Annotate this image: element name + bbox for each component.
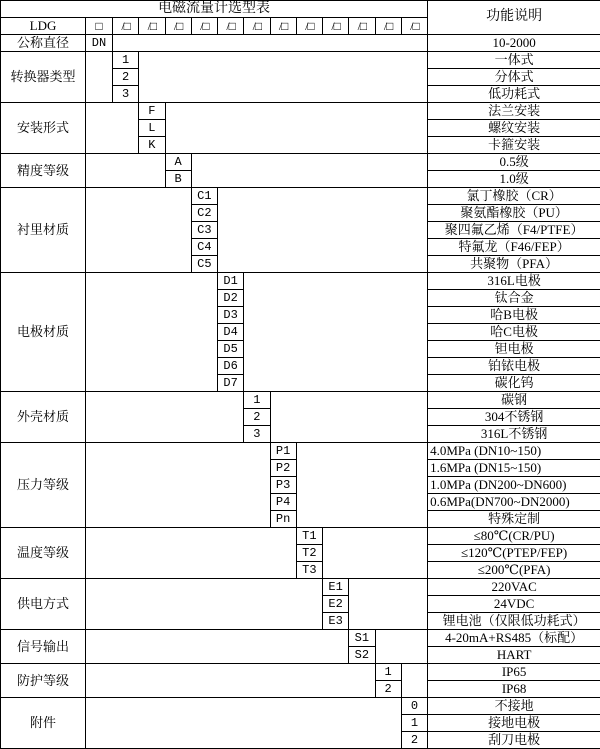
- spacer-cell: [86, 698, 402, 749]
- model-code-slot: /□: [191, 18, 217, 35]
- option-row: [1, 188, 600, 205]
- function-desc: 钛合金: [428, 290, 600, 307]
- function-desc: 316L不锈钢: [428, 426, 600, 443]
- spacer-cell: [218, 188, 428, 273]
- function-desc: 1.6MPa (DN15~150): [428, 460, 600, 477]
- code-cell: D6: [218, 358, 244, 375]
- function-desc: 低功耗式: [428, 86, 600, 103]
- function-desc: 碳化钨: [428, 375, 600, 392]
- code-cell: E3: [323, 613, 349, 630]
- code-cell: S1: [349, 630, 375, 647]
- spacer-cell: [191, 154, 427, 188]
- option-row: [1, 528, 600, 545]
- function-desc: 螺纹安装: [428, 120, 600, 137]
- model-code-slot: /□: [296, 18, 322, 35]
- option-row: [1, 103, 600, 120]
- spacer-cell: [86, 154, 166, 188]
- code-cell: C5: [191, 256, 217, 273]
- spacer-cell: [113, 35, 428, 52]
- code-cell: E1: [323, 579, 349, 596]
- function-desc: ≤120℃(PTEP/FEP): [428, 545, 600, 562]
- code-cell: L: [139, 120, 165, 137]
- function-desc: 304不锈钢: [428, 409, 600, 426]
- model-prefix-label: LDG: [1, 18, 86, 35]
- code-cell: P2: [270, 460, 296, 477]
- code-cell: C1: [191, 188, 217, 205]
- code-cell: D3: [218, 307, 244, 324]
- spacer-cell: [270, 392, 428, 443]
- spacer-cell: [86, 443, 271, 528]
- code-cell: B: [165, 171, 191, 188]
- function-desc: 氯丁橡胶（CR）: [428, 188, 600, 205]
- function-desc: ≤200℃(PFA): [428, 562, 600, 579]
- code-cell: F: [139, 103, 165, 120]
- code-cell: C3: [191, 222, 217, 239]
- spacer-cell: [323, 528, 428, 579]
- code-cell: S2: [349, 647, 375, 664]
- function-desc: 铂铱电极: [428, 358, 600, 375]
- model-code-slot: /□: [401, 18, 427, 35]
- option-row: [1, 579, 600, 596]
- spacer-cell: [86, 273, 218, 392]
- function-desc: 共聚物（PFA）: [428, 256, 600, 273]
- function-desc: IP68: [428, 681, 600, 698]
- selection-table-body: [1, 1, 600, 749]
- spacer-cell: [349, 579, 428, 630]
- function-desc: 聚氨酯橡胶（PU）: [428, 205, 600, 222]
- code-cell: 3: [244, 426, 270, 443]
- category-label: 精度等级: [1, 154, 86, 188]
- spacer-cell: [86, 630, 349, 664]
- function-desc: 4.0MPa (DN10~150): [428, 443, 600, 460]
- spacer-cell: [375, 630, 428, 664]
- spacer-cell: [244, 273, 428, 392]
- category-label: 外壳材质: [1, 392, 86, 443]
- category-label: 转换器类型: [1, 52, 86, 103]
- code-cell: P4: [270, 494, 296, 511]
- function-desc: 碳钢: [428, 392, 600, 409]
- code-cell: 1: [113, 52, 139, 69]
- category-label: 公称直径: [1, 35, 86, 52]
- code-cell: D5: [218, 341, 244, 358]
- option-row: [1, 664, 600, 681]
- code-cell: P1: [270, 443, 296, 460]
- spacer-cell: [86, 392, 244, 443]
- spacer-cell: [86, 52, 113, 103]
- model-code-slot: /□: [349, 18, 375, 35]
- function-desc: 1.0级: [428, 171, 600, 188]
- option-row: [1, 630, 600, 647]
- code-cell: 2: [113, 69, 139, 86]
- function-desc: 锂电池（仅限低功耗式）: [428, 613, 600, 630]
- option-row: [1, 698, 600, 715]
- function-desc: 4-20mA+RS485（标配）: [428, 630, 600, 647]
- code-cell: DN: [86, 35, 113, 52]
- function-desc: ≤80℃(CR/PU): [428, 528, 600, 545]
- code-cell: K: [139, 137, 165, 154]
- code-cell: 1: [375, 664, 401, 681]
- function-desc: 316L电极: [428, 273, 600, 290]
- function-desc: 哈C电极: [428, 324, 600, 341]
- model-code-slot: /□: [244, 18, 270, 35]
- function-desc: 聚四氟乙烯（F4/PTFE）: [428, 222, 600, 239]
- function-desc: 特殊定制: [428, 511, 600, 528]
- code-cell: D1: [218, 273, 244, 290]
- category-label: 温度等级: [1, 528, 86, 579]
- code-cell: 2: [244, 409, 270, 426]
- table-title: 电磁流量计选型表: [1, 1, 428, 18]
- model-code-box: □: [86, 18, 113, 35]
- function-desc: 1.0MPa (DN200~DN600): [428, 477, 600, 494]
- model-code-slot: /□: [165, 18, 191, 35]
- function-desc: 10-2000: [428, 35, 600, 52]
- function-desc: 刮刀电极: [428, 732, 600, 749]
- code-cell: E2: [323, 596, 349, 613]
- option-row: [1, 154, 600, 171]
- spacer-cell: [86, 528, 297, 579]
- model-code-slot: /□: [139, 18, 165, 35]
- category-label: 信号输出: [1, 630, 86, 664]
- function-desc: 0.6MPa(DN700~DN2000): [428, 494, 600, 511]
- spacer-cell: [86, 664, 376, 698]
- code-cell: C4: [191, 239, 217, 256]
- code-cell: D2: [218, 290, 244, 307]
- function-desc: 分体式: [428, 69, 600, 86]
- function-desc: 卡箍安装: [428, 137, 600, 154]
- code-cell: T2: [296, 545, 322, 562]
- code-cell: Pn: [270, 511, 296, 528]
- spacer-cell: [86, 579, 323, 630]
- function-desc: 一体式: [428, 52, 600, 69]
- model-code-slot: /□: [218, 18, 244, 35]
- option-row: [1, 443, 600, 460]
- option-row: [1, 273, 600, 290]
- code-cell: 1: [401, 715, 427, 732]
- function-desc: 法兰安装: [428, 103, 600, 120]
- spacer-cell: [86, 188, 192, 273]
- function-desc: 0.5级: [428, 154, 600, 171]
- function-desc: IP65: [428, 664, 600, 681]
- code-cell: C2: [191, 205, 217, 222]
- spacer-cell: [401, 664, 427, 698]
- model-code-slot: /□: [270, 18, 296, 35]
- function-column-header: 功能说明: [428, 1, 600, 35]
- function-desc: 钽电极: [428, 341, 600, 358]
- function-desc: 24VDC: [428, 596, 600, 613]
- function-desc: 不接地: [428, 698, 600, 715]
- function-desc: 220VAC: [428, 579, 600, 596]
- category-label: 衬里材质: [1, 188, 86, 273]
- option-row: [1, 392, 600, 409]
- option-row: [1, 52, 600, 69]
- category-label: 电极材质: [1, 273, 86, 392]
- code-cell: T3: [296, 562, 322, 579]
- code-cell: 2: [375, 681, 401, 698]
- function-desc: 接地电极: [428, 715, 600, 732]
- option-row: [1, 35, 600, 52]
- code-cell: P3: [270, 477, 296, 494]
- category-label: 附件: [1, 698, 86, 749]
- title-row: [1, 1, 600, 18]
- function-desc: 特氟龙（F46/FEP）: [428, 239, 600, 256]
- category-label: 安装形式: [1, 103, 86, 154]
- code-cell: T1: [296, 528, 322, 545]
- category-label: 压力等级: [1, 443, 86, 528]
- function-desc: 哈B电极: [428, 307, 600, 324]
- model-code-slot: /□: [375, 18, 401, 35]
- code-cell: D4: [218, 324, 244, 341]
- code-cell: 2: [401, 732, 427, 749]
- model-code-slot: /□: [323, 18, 349, 35]
- function-desc: HART: [428, 647, 600, 664]
- category-label: 防护等级: [1, 664, 86, 698]
- spacer-cell: [165, 103, 428, 154]
- model-code-slot: /□: [113, 18, 139, 35]
- code-cell: A: [165, 154, 191, 171]
- spacer-cell: [296, 443, 427, 528]
- code-cell: 0: [401, 698, 427, 715]
- spacer-cell: [139, 52, 428, 103]
- code-cell: D7: [218, 375, 244, 392]
- code-cell: 3: [113, 86, 139, 103]
- code-cell: 1: [244, 392, 270, 409]
- spacer-cell: [86, 103, 139, 154]
- category-label: 供电方式: [1, 579, 86, 630]
